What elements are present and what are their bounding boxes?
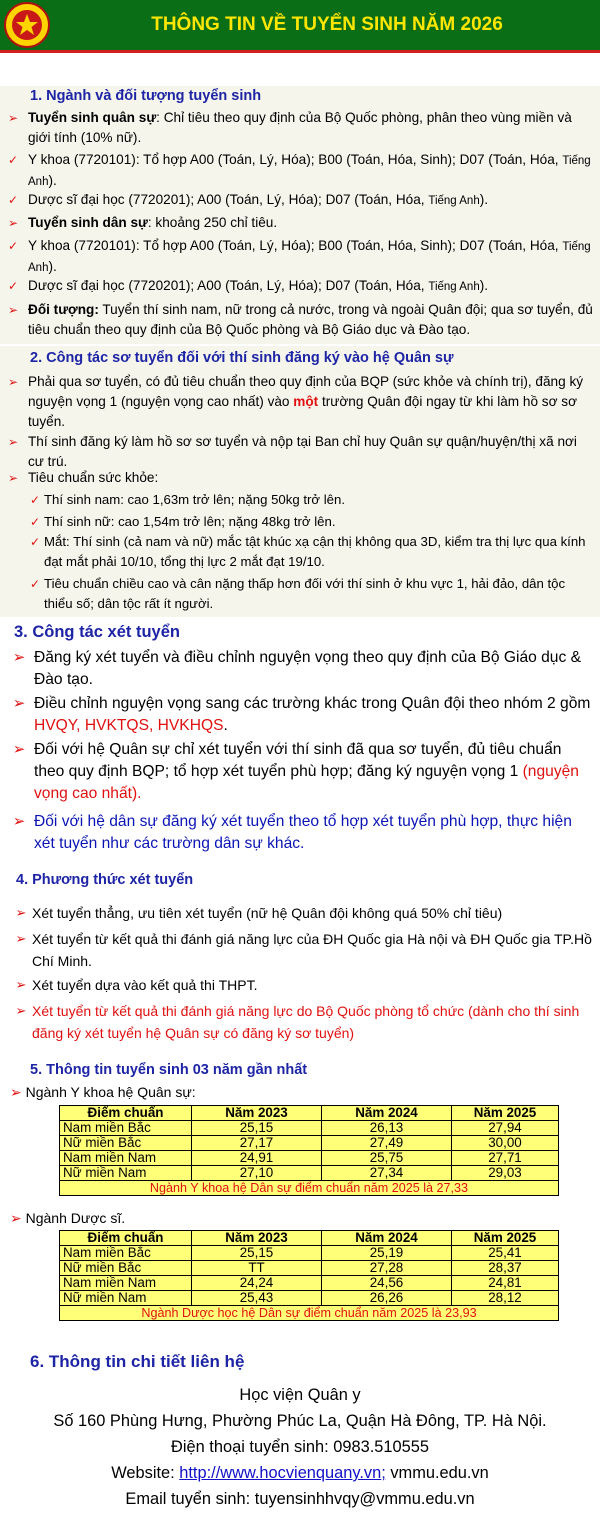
contact-website: Website: http://www.hocvienquany.vn; vmmu.edu.vn bbox=[111, 1464, 489, 1482]
arrow-bullet-icon: ➢ bbox=[7, 435, 19, 449]
check-bullet-icon: ✓ bbox=[29, 535, 41, 549]
arrow-bullet-icon: ➢ bbox=[15, 905, 27, 920]
arrow-bullet-icon: ➢ bbox=[12, 649, 26, 666]
list-item: ➢ Đối với hệ dân sự đăng ký xét tuyển theo tổ hợp xét tuyển phù hợp, thực hiện xét tuyển như các trường dân sự khác. bbox=[12, 813, 572, 852]
arrow-bullet-icon: ➢ bbox=[12, 741, 26, 758]
website-link[interactable]: http://www.hocvienquany.vn bbox=[179, 1464, 382, 1482]
section-admission-work bbox=[0, 619, 600, 864]
check-bullet-icon: ✓ bbox=[7, 193, 19, 207]
list-item: ➢ Đối với hệ Quân sự chỉ xét tuyển với thí sinh đã qua sơ tuyển, đủ tiêu chuẩn theo quy định BQP; tổ hợp xét tuyển phù hợp; đăng ký nguyện vọng 1 (nguyện vọng cao nhất). bbox=[12, 741, 579, 802]
table-header-row: Điểm chuẩn Năm 2023 Năm 2024 Năm 2025 bbox=[60, 1231, 559, 1246]
medicine-score-table bbox=[59, 1105, 559, 1196]
list-item: ➢ Đối tượng: Tuyển thí sinh nam, nữ trong cả nước, trong và ngoài Quân đội; qua sơ tuyển, đủ tiêu chuẩn theo quy định của Bộ Quốc phòng và Bộ Giáo dục và Đào tạo. bbox=[7, 302, 593, 337]
academy-emblem-icon bbox=[4, 2, 50, 48]
section-heading: 5. Thông tin tuyển sinh 03 năm gần nhất bbox=[30, 1062, 308, 1078]
table-row: Nữ miền Nam 25,43 26,26 28,12 bbox=[60, 1291, 559, 1306]
list-item: ✓ Mắt: Thí sinh (cả nam và nữ) mắc tật khúc xạ cận thị không qua 3D, kiểm tra thị lực qua kính đạt mắt phải 10/10, tổng thị lực 2 mắt đạt 19/10. bbox=[29, 534, 586, 569]
list-item: ➢ Xét tuyển từ kết quả thi đánh giá năng lực do Bộ Quốc phòng tổ chức (dành cho thí sinh đăng ký xét tuyển hệ Quân sự có đăng ký sơ tuyển) bbox=[14, 1000, 596, 1044]
table-row: Nam miền Nam 24,91 25,75 27,71 bbox=[60, 1151, 559, 1166]
arrow-bullet-icon: ➢ bbox=[15, 1003, 27, 1018]
section-heading: 3. Công tác xét tuyển bbox=[14, 623, 180, 641]
pharmacy-score-table bbox=[59, 1230, 559, 1321]
section-admission-methods bbox=[0, 866, 600, 1057]
section-heading: 1. Ngành và đối tượng tuyển sinh bbox=[30, 88, 262, 104]
arrow-bullet-icon: ➢ bbox=[7, 471, 19, 485]
contact-email: Email tuyển sinh: tuyensinhhvqy@vmmu.edu.vn bbox=[125, 1490, 475, 1508]
check-bullet-icon: ✓ bbox=[7, 239, 19, 253]
section-heading: 2. Công tác sơ tuyển đối với thí sinh đăng ký vào hệ Quân sự bbox=[30, 350, 454, 366]
table-label: ➢ Ngành Y khoa hệ Quân sự: bbox=[10, 1084, 196, 1100]
list-item: ➢ Xét tuyển dựa vào kết quả thi THPT. bbox=[14, 974, 596, 996]
arrow-bullet-icon: ➢ bbox=[7, 375, 19, 389]
table-note-row: Ngành Dược học hệ Dân sự điểm chuẩn năm 2025 là 23,93 bbox=[60, 1306, 559, 1321]
arrow-bullet-icon: ➢ bbox=[7, 111, 19, 125]
table-row: Nam miền Bắc 25,15 26,13 27,94 bbox=[60, 1121, 559, 1136]
list-item: ✓ Thí sinh nam: cao 1,63m trở lên; nặng 50kg trở lên. bbox=[28, 490, 596, 510]
list-item: ✓ Dược sĩ đại học (7720201); A00 (Toán, Lý, Hóa); D07 (Toán, Hóa, Tiếng Anh). bbox=[6, 276, 594, 297]
section-contact bbox=[0, 1340, 600, 1520]
list-item: ➢ Đăng ký xét tuyển và điều chỉnh nguyện vọng theo quy định của Bộ Giáo dục & Đào tạo. bbox=[12, 649, 582, 688]
list-item: ✓ Dược sĩ đại học (7720201); A00 (Toán, Lý, Hóa); D07 (Toán, Hóa, Tiếng Anh). bbox=[6, 190, 594, 211]
list-item: ➢ Phải qua sơ tuyển, có đủ tiêu chuẩn theo quy định của BQP (sức khỏe và chính trị), đăng ký nguyện vọng 1 (nguyện vọng cao nhất) vào một trường Quân đội ngay từ khi làm hồ sơ sơ tuyển. bbox=[7, 374, 584, 429]
section-majors bbox=[0, 86, 600, 344]
contact-address: Số 160 Phùng Hưng, Phường Phúc La, Quận Hà Đông, TP. Hà Nội. bbox=[53, 1412, 547, 1430]
check-bullet-icon: ✓ bbox=[7, 279, 19, 293]
table-row: Nam miền Nam 24,24 24,56 24,81 bbox=[60, 1276, 559, 1291]
list-item: ➢ Điều chỉnh nguyện vọng sang các trường khác trong Quân đội theo nhóm 2 gồm HVQY, HVKTQS, HVKHQS. bbox=[12, 695, 591, 734]
table-label: ➢ Ngành Dược sĩ. bbox=[10, 1210, 126, 1226]
arrow-bullet-icon: ➢ bbox=[7, 216, 19, 230]
arrow-bullet-icon: ➢ bbox=[10, 1084, 22, 1100]
section-heading: 6. Thông tin chi tiết liên hệ bbox=[30, 1352, 245, 1371]
check-bullet-icon: ✓ bbox=[29, 493, 41, 507]
list-item: ➢ Tiêu chuẩn sức khỏe: bbox=[6, 468, 594, 488]
list-item: ➢ Thí sinh đăng ký làm hồ sơ sơ tuyển và nộp tại Ban chỉ huy Quân sự quận/huyện/thị xã nơi cư trú. bbox=[7, 434, 577, 469]
arrow-bullet-icon: ➢ bbox=[10, 1210, 22, 1226]
arrow-bullet-icon: ➢ bbox=[15, 931, 27, 946]
section-recent-scores bbox=[0, 1058, 600, 1337]
table-row: Nữ miền Bắc 27,17 27,49 30,00 bbox=[60, 1136, 559, 1151]
list-item: ✓ Y khoa (7720101): Tổ hợp A00 (Toán, Lý, Hóa); B00 (Toán, Hóa, Sinh); D07 (Toán, Hóa, Tiếng Anh). bbox=[7, 152, 591, 188]
arrow-bullet-icon: ➢ bbox=[12, 813, 26, 830]
contact-org: Học viện Quân y bbox=[239, 1386, 361, 1404]
section-heading: 4. Phương thức xét tuyển bbox=[16, 872, 194, 888]
table-note-row: Ngành Y khoa hệ Dân sự điểm chuẩn năm 2025 là 27,33 bbox=[60, 1181, 559, 1196]
table-row: Nữ miền Nam 27,10 27,34 29,03 bbox=[60, 1166, 559, 1181]
list-item: ➢ Xét tuyển từ kết quả thi đánh giá năng lực của ĐH Quốc gia Hà nội và ĐH Quốc gia TP.Hồ Chí Minh. bbox=[14, 928, 596, 972]
list-item: ➢ Tuyển sinh dân sự: khoảng 250 chỉ tiêu. bbox=[6, 213, 594, 233]
check-bullet-icon: ✓ bbox=[29, 515, 41, 529]
table-row: Nam miền Bắc 25,15 25,19 25,41 bbox=[60, 1246, 559, 1261]
list-item: ➢ Tuyển sinh quân sự: Chỉ tiêu theo quy định của Bộ Quốc phòng, phân theo vùng miền và giới tính (10% nữ). bbox=[7, 110, 572, 145]
contact-phone: Điện thoại tuyển sinh: 0983.510555 bbox=[171, 1438, 429, 1456]
list-item: ✓ Y khoa (7720101): Tổ hợp A00 (Toán, Lý, Hóa); B00 (Toán, Hóa, Sinh); D07 (Toán, Hóa, Tiếng Anh). bbox=[7, 238, 591, 274]
header-banner bbox=[0, 0, 600, 53]
list-item: ✓ Thí sinh nữ: cao 1,54m trở lên; nặng 48kg trở lên. bbox=[28, 512, 596, 532]
list-item: ✓ Tiêu chuẩn chiều cao và cân nặng thấp hơn đối với thí sinh ở khu vực 1, hải đảo, dân tộc thiểu số; dân tộc rất ít người. bbox=[29, 576, 566, 611]
arrow-bullet-icon: ➢ bbox=[12, 695, 26, 712]
table-row: Nữ miền Bắc TT 27,28 28,37 bbox=[60, 1261, 559, 1276]
list-item: ➢ Xét tuyển thẳng, ưu tiên xét tuyển (nữ hệ Quân đội không quá 50% chỉ tiêu) bbox=[14, 902, 596, 924]
section-prescreening bbox=[0, 346, 600, 617]
check-bullet-icon: ✓ bbox=[29, 577, 41, 591]
page-title: THÔNG TIN VỀ TUYỂN SINH NĂM 2026 bbox=[151, 14, 503, 35]
arrow-bullet-icon: ➢ bbox=[7, 303, 19, 317]
table-header-row: Điểm chuẩn Năm 2023 Năm 2024 Năm 2025 bbox=[60, 1106, 559, 1121]
check-bullet-icon: ✓ bbox=[7, 153, 19, 167]
arrow-bullet-icon: ➢ bbox=[15, 977, 27, 992]
